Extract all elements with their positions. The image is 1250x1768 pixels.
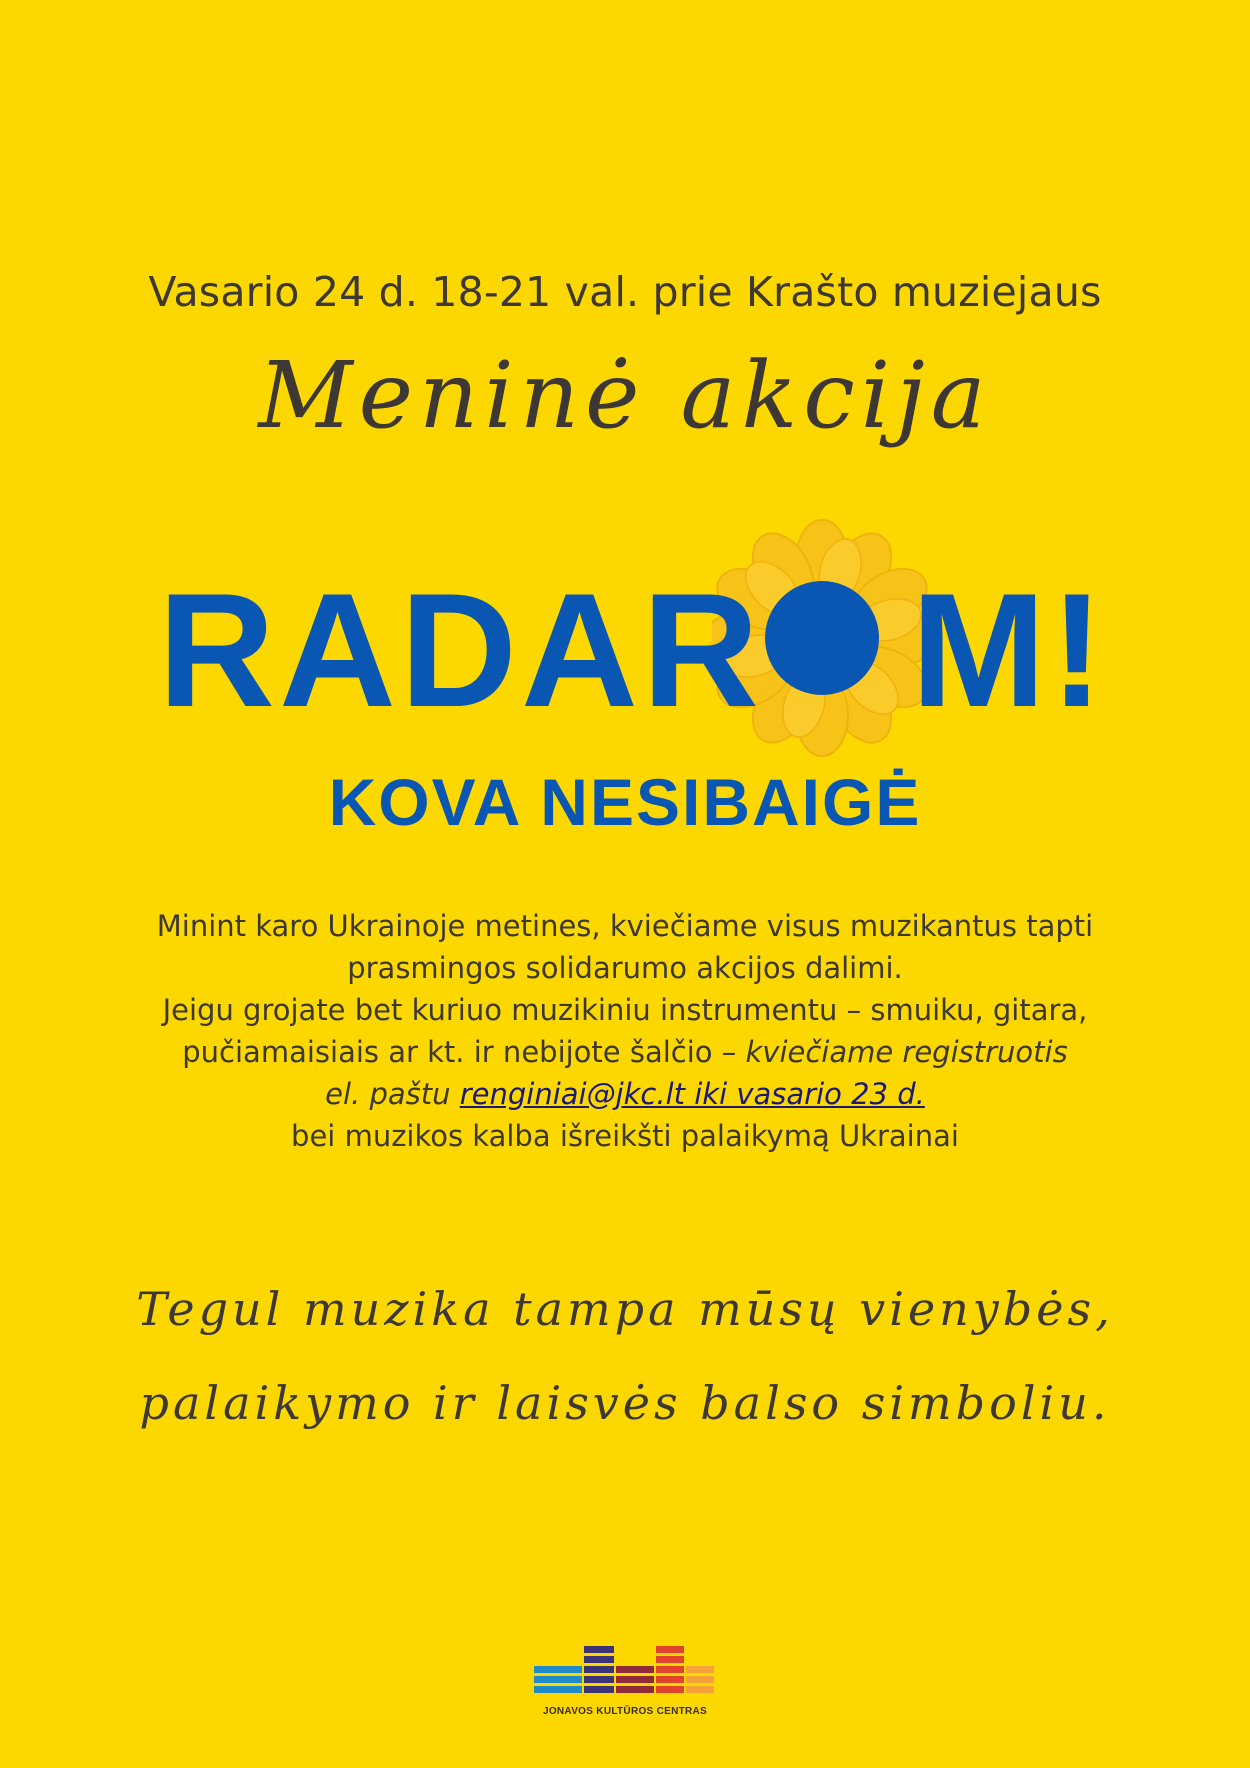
organizer-logo <box>534 1642 716 1717</box>
email-label: el. paštu <box>325 1077 460 1111</box>
motto-line: palaikymo ir laisvės balso simboliu. <box>139 1376 1111 1430</box>
tagline: KOVA NESIBAIGĖ <box>328 765 922 839</box>
register-invite: kviečiame registruotis <box>745 1035 1068 1069</box>
logo-caption: JONAVOS KULTŪROS CENTRAS <box>542 1706 708 1717</box>
body-line <box>120 1031 1130 1073</box>
body-text-plain: pučiamaisiais ar kt. ir nebijote šalčio – <box>182 1035 746 1069</box>
body-line: Jeigu grojate bet kuriuo muzikiniu instrumentu – smuiku, gitara, <box>162 993 1088 1027</box>
subtitle-script: Meninė akcija <box>258 342 992 449</box>
event-date-place: Vasario 24 d. 18-21 val. prie Krašto muziejaus <box>148 268 1102 316</box>
email-link[interactable]: renginiai@jkc.lt iki vasario 23 d. <box>459 1077 925 1111</box>
body-line: Minint karo Ukrainoje metines, kviečiame visus muzikantus tapti <box>156 909 1094 943</box>
body-line: prasmingos solidarumo akcijos dalimi. <box>347 951 903 985</box>
equalizer-bars-logo-icon <box>534 1642 716 1698</box>
title-part-1: RADAR <box>158 560 763 741</box>
body-line: bei muzikos kalba išreikšti palaikymą Ukrainai <box>291 1119 959 1153</box>
main-title <box>158 560 1108 741</box>
body-line <box>120 1073 1130 1115</box>
motto <box>0 1262 1250 1450</box>
body-paragraph <box>120 905 1130 1157</box>
motto-line: Tegul muzika tampa mūsų vienybės, <box>136 1282 1114 1336</box>
title-part-2: M! <box>910 560 1108 741</box>
